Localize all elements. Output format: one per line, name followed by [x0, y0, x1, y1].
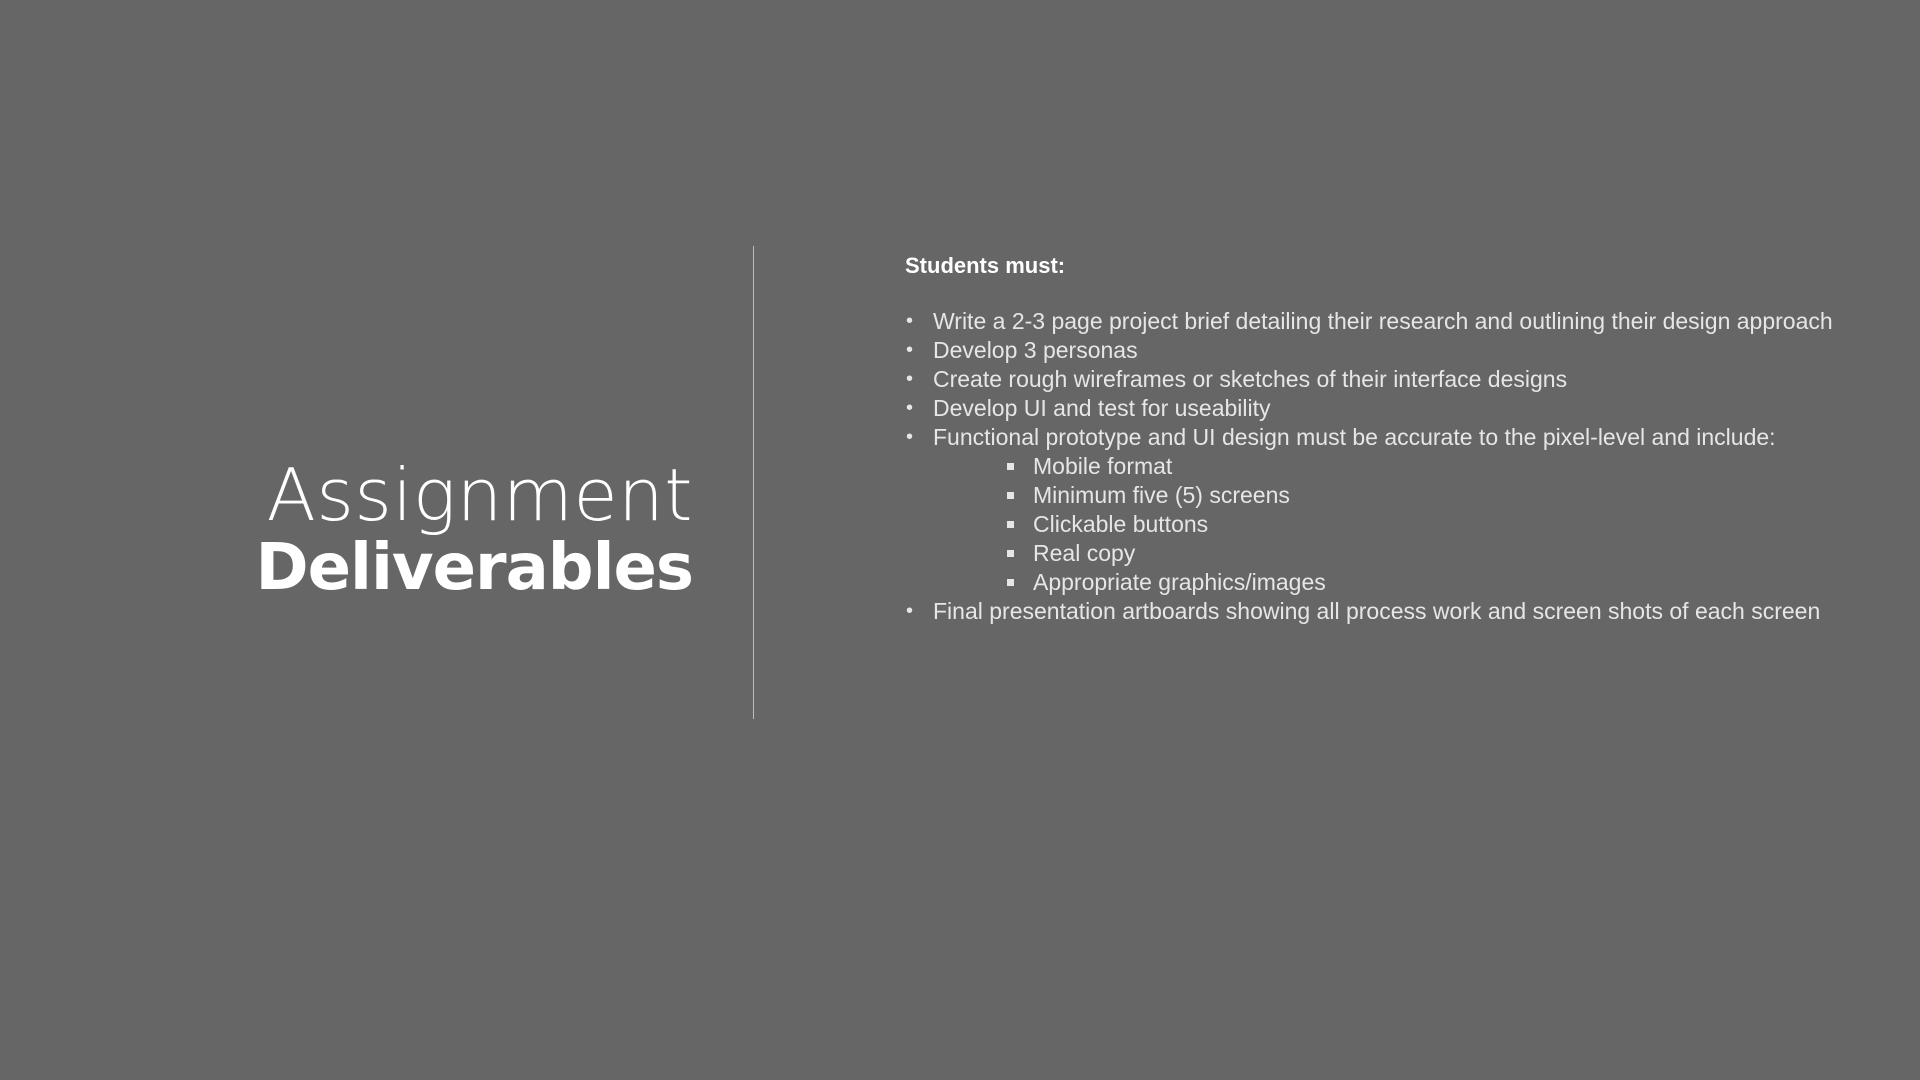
list-item	[905, 394, 1835, 423]
content-heading: Students must:	[905, 253, 1066, 278]
square-bullet-icon	[1007, 550, 1014, 557]
prototype-requirements-list	[933, 452, 1835, 597]
list-item-text: Develop UI and test for useability	[933, 395, 1271, 421]
sub-list-item	[933, 510, 1835, 539]
deliverables-list	[905, 307, 1835, 626]
vertical-divider	[753, 246, 754, 719]
bullet-icon: •	[906, 397, 914, 419]
sub-list-item	[933, 481, 1835, 510]
title-line-assignment: Assignment	[266, 453, 693, 537]
slide-title	[255, 453, 693, 605]
list-item	[905, 597, 1835, 626]
list-item	[905, 423, 1835, 597]
bullet-icon: •	[906, 368, 914, 390]
title-line-deliverables: Deliverables	[255, 531, 693, 605]
deliverables-content	[905, 252, 1835, 626]
square-bullet-icon	[1007, 492, 1014, 499]
sub-list-item	[933, 452, 1835, 481]
sub-list-item	[933, 539, 1835, 568]
bullet-icon: •	[906, 339, 914, 361]
list-item-text: Functional prototype and UI design must be accurate to the pixel-level and include:	[933, 424, 1776, 450]
square-bullet-icon	[1007, 463, 1014, 470]
square-bullet-icon	[1007, 579, 1014, 586]
bullet-icon: •	[906, 600, 914, 622]
list-item	[905, 307, 1835, 336]
list-item	[905, 365, 1835, 394]
list-item-text: Create rough wireframes or sketches of their interface designs	[933, 366, 1568, 392]
bullet-icon: •	[906, 310, 914, 332]
bullet-icon: •	[906, 426, 914, 448]
list-item-text: Write a 2-3 page project brief detailing their research and outlining their design approach	[933, 308, 1833, 334]
square-bullet-icon	[1007, 521, 1014, 528]
list-item-text: Final presentation artboards showing all process work and screen shots of each screen	[933, 598, 1821, 624]
sub-list-item-text: Appropriate graphics/images	[1033, 569, 1326, 595]
sub-list-item-text: Mobile format	[1033, 453, 1173, 479]
list-item	[905, 336, 1835, 365]
sub-list-item-text: Clickable buttons	[1033, 511, 1209, 537]
list-item-text: Develop 3 personas	[933, 337, 1138, 363]
sub-list-item	[933, 568, 1835, 597]
sub-list-item-text: Real copy	[1033, 540, 1136, 566]
sub-list-item-text: Minimum five (5) screens	[1033, 482, 1290, 508]
